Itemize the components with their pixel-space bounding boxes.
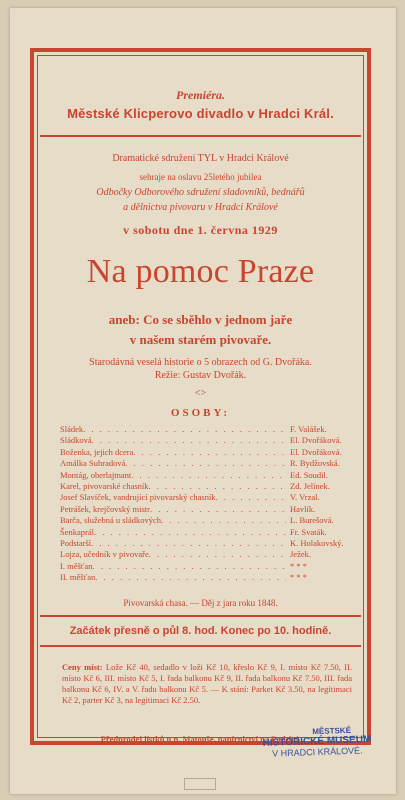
cast-actor: Fr. Svaták. (290, 526, 327, 537)
leader-dots (133, 447, 286, 458)
play-subtitle-2: v našem starém pivovaře. (129, 332, 272, 347)
stamp-line-1: MĚSTSKÉ (312, 725, 352, 737)
cast-row (60, 515, 360, 526)
leader-dots (150, 504, 286, 515)
cast-actor: * * * (290, 560, 307, 571)
presale-info: Předprodej lístků u p. Matouše, papírnictví na Podsíní. (100, 734, 301, 744)
cast-row (60, 470, 360, 481)
leader-dots (92, 435, 286, 446)
cast-row (60, 458, 360, 469)
printer-mark (184, 778, 216, 790)
prices-label: Ceny míst: (62, 662, 103, 672)
cast-role: I. měšťan (60, 560, 93, 571)
cast-actor: R. Bydžovská. (290, 458, 340, 469)
cast-role: Šenkaprál (60, 526, 94, 537)
divider-start-top (40, 615, 361, 617)
leader-dots (149, 481, 286, 492)
prices-block (62, 662, 352, 706)
cast-role: Sládková (60, 435, 92, 446)
cast-actor: K. Holakovský. (290, 538, 344, 549)
cast-actor: Ed. Soudil. (290, 469, 329, 480)
leader-dots (95, 572, 286, 583)
play-subtitle-1: aneb: Co se sběhlo v jednom jaře (108, 312, 293, 327)
cast-role: Lojza, učedník v pivovaře (60, 549, 149, 560)
cast-role: Barča, služebná u sládkových (60, 515, 162, 526)
cast-role: Josef Slavíček, vandrující pivovarský chasník (60, 492, 216, 503)
museum-stamp (262, 725, 373, 759)
cast-row (60, 447, 360, 458)
premiere-label: Premiéra. (176, 88, 225, 102)
cast-heading: OSOBY: (170, 407, 231, 419)
cast-actor: L. Burešová. (290, 515, 334, 526)
leader-dots (91, 538, 286, 549)
cast-role: Amálka Suhradová (60, 458, 126, 469)
leader-dots (125, 458, 286, 469)
theatre-name: Městské Klicperovo divadlo v Hradci Král. (67, 106, 334, 121)
stamp-line-3: V HRADCI KRÁLOVÉ. (271, 745, 363, 759)
leader-dots (131, 470, 286, 481)
cast-actor: V. Vrzal. (290, 492, 320, 503)
intro-line-2: sehraje na oslavu 25letého jubilea (139, 172, 262, 182)
cast-actor: F. Valášek. (290, 424, 327, 434)
cast-row (60, 561, 360, 572)
play-director: Režie: Gustav Dvořák. (154, 370, 247, 381)
cast-actor: Zd. Jelínek. (290, 481, 330, 492)
prices-text: Lože Kč 40, sedadlo v loži Kč 10, křeslo Kč 9, I. místo Kč 7.50, II. místo Kč 6, III. místo Kč 5, I. řada balkonu Kč 9, II. řada balkonu Kč 7.50, III. řada balkonu Kč 6, IV. a V. řadu balkonu Kč 5. — K stání: Parket Kč 3.50, na legitimaci Kč 2, parter Kč 3, na legitimaci Kč 2.50. (62, 662, 353, 705)
cast-row (60, 435, 360, 446)
ornament-icon: <> (194, 388, 207, 399)
cast-role: Petrášek, krejčovský mistr (60, 503, 150, 514)
cast-row (60, 538, 360, 549)
cast-actor: El. Dvořáková. (290, 435, 342, 446)
start-time: Začátek přesně o půl 8. hod. Konec po 10. hodině. (69, 625, 332, 637)
intro-line-4: a dělnictva pivovaru v Hradci Králové (123, 202, 278, 213)
cast-row (60, 492, 360, 503)
leader-dots (161, 515, 286, 526)
cast-role: Montág, oberlajtnant (60, 469, 132, 480)
leader-dots (149, 549, 286, 560)
cast-role: Boženka, jejich dcera (60, 446, 134, 457)
setting-line: Pivovarská chasa. — Děj z jara roku 1848. (123, 598, 278, 608)
cast-row (60, 424, 360, 435)
stamp-line-2: HISTORICKÉ MUSEUM (262, 734, 372, 749)
cast-actor: * * * (290, 572, 307, 583)
divider-start-bottom (40, 645, 361, 647)
leader-dots (216, 492, 286, 503)
leader-dots (83, 424, 286, 435)
cast-row (60, 572, 360, 583)
cast-role: Podstarší (60, 538, 92, 549)
intro-line-3: Odbočky Odborového sdružení sladovníků, bednářů (96, 187, 305, 198)
cast-role: Karel, pivovarské chasník (60, 481, 149, 492)
cast-row (60, 504, 360, 515)
cast-actor: Havlík. (290, 503, 316, 514)
cast-row (60, 527, 360, 538)
cast-row (60, 549, 360, 560)
cast-role: Sládek (60, 424, 84, 434)
cast-list (60, 424, 360, 584)
cast-actor: El. Dvořáková. (290, 446, 342, 457)
play-description: Starodávná veselá historie o 5 obrazech od G. Dvořáka. (89, 357, 312, 368)
cast-role: II. měšťan (60, 572, 96, 583)
intro-line-1: Dramatické sdružení TYL v Hradci Králové (112, 153, 289, 164)
leader-dots (94, 527, 286, 538)
performance-date: v sobotu dne 1. června 1929 (123, 223, 278, 237)
divider-top (40, 135, 361, 137)
leader-dots (92, 561, 286, 572)
cast-row (60, 481, 360, 492)
play-title: Na pomoc Praze (86, 253, 315, 290)
cast-actor: Ježek. (290, 549, 312, 560)
